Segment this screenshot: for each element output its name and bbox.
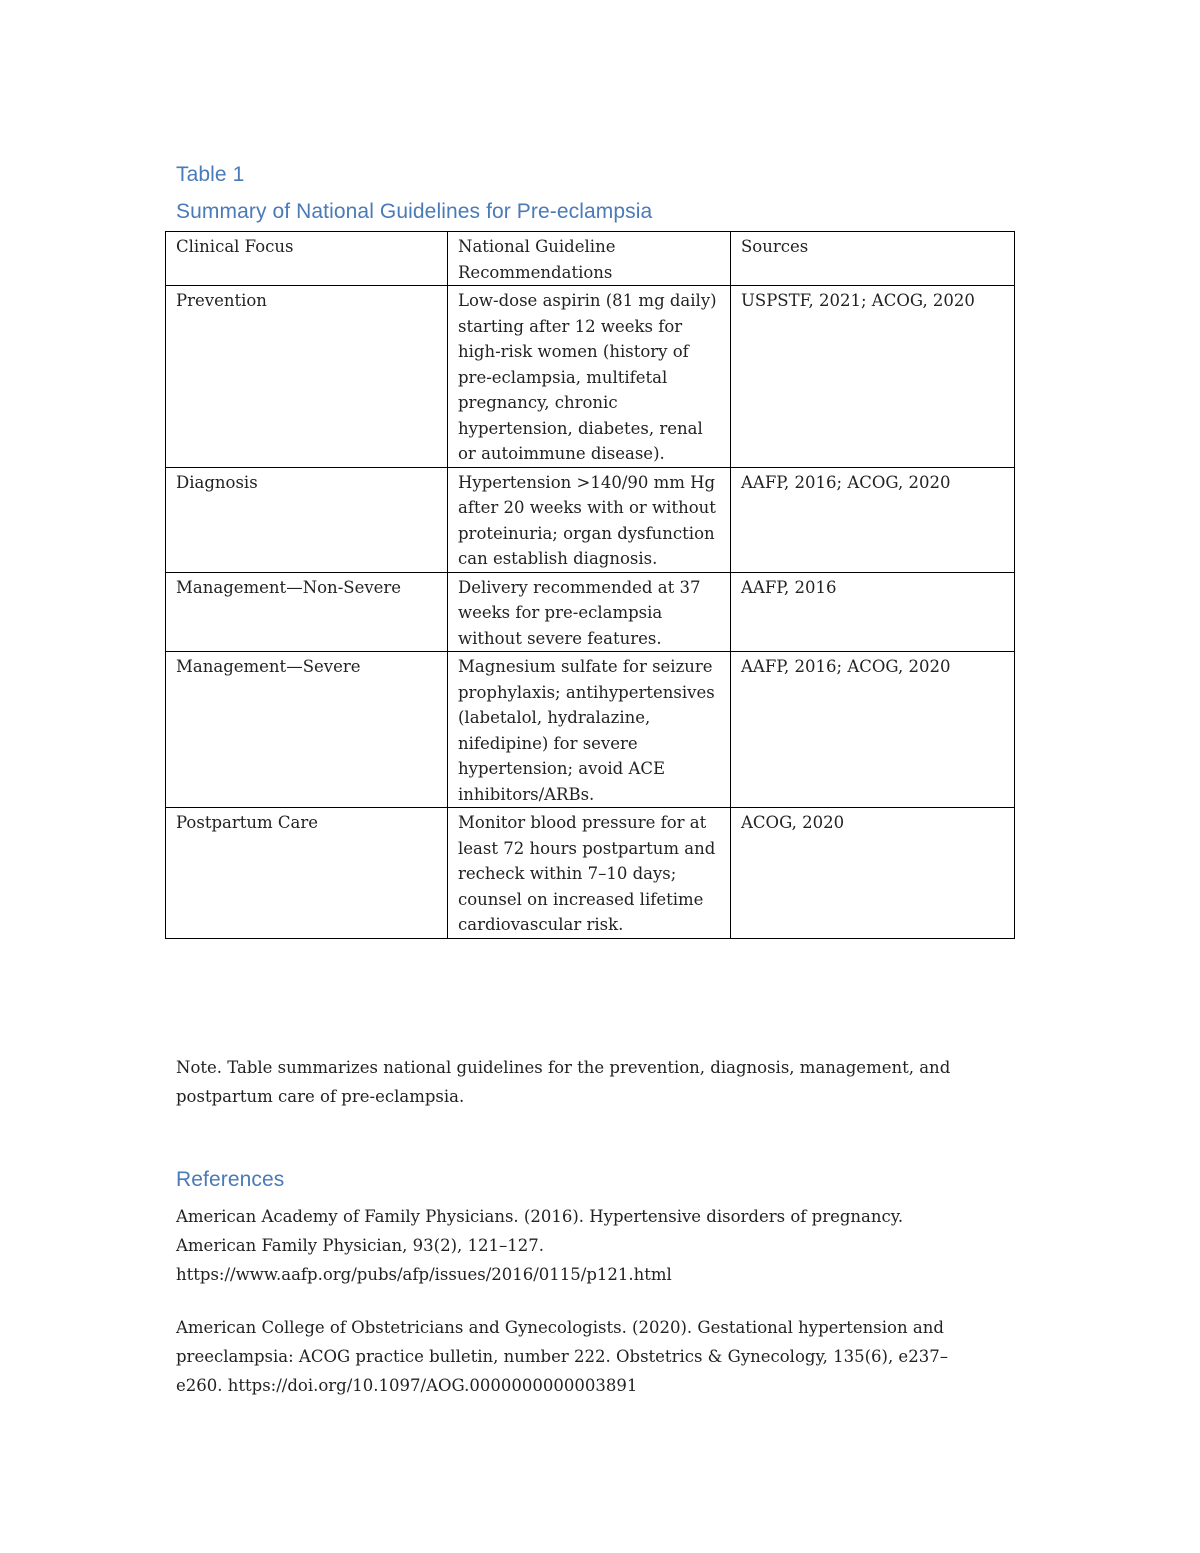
row-focus: Diagnosis [166,467,448,572]
row-sources: USPSTF, 2021; ACOG, 2020 [731,286,1015,468]
row-focus: Prevention [166,286,448,468]
reference-entry [176,1202,1036,1289]
table-header-row [166,232,1015,286]
header-clinical-focus: Clinical Focus [166,232,448,286]
row-focus: Management—Severe [166,652,448,808]
reference-line: American Academy of Family Physicians. (2016). Hypertensive disorders of pregnancy. [176,1207,904,1226]
reference-line: preeclampsia: ACOG practice bulletin, number 222. Obstetrics & Gynecology, 135(6), e237– [176,1347,948,1366]
row-sources: AAFP, 2016; ACOG, 2020 [731,652,1015,808]
row-recommendation: Delivery recommended at 37 weeks for pre-eclampsia without severe features. [448,572,731,652]
guidelines-table [165,231,1015,939]
row-recommendation: Hypertension >140/90 mm Hg after 20 weeks with or without proteinuria; organ dysfunction can establish diagnosis. [448,467,731,572]
row-recommendation: Magnesium sulfate for seizure prophylaxis; antihypertensives (labetalol, hydralazine, nifedipine) for severe hypertension; avoid ACE inhibitors/ARBs. [448,652,731,808]
table-row [166,808,1015,939]
row-recommendation: Monitor blood pressure for at least 72 hours postpartum and recheck within 7–10 days; counsel on increased lifetime cardiovascular risk. [448,808,731,939]
row-recommendation: Low-dose aspirin (81 mg daily) starting after 12 weeks for high-risk women (history of pre-eclampsia, multifetal pregnancy, chronic hypertension, diabetes, renal or autoimmune disease). [448,286,731,468]
row-sources: ACOG, 2020 [731,808,1015,939]
reference-line: American Family Physician, 93(2), 121–127. [176,1236,544,1255]
header-recommendations: National Guideline Recommendations [448,232,731,286]
header-sources: Sources [731,232,1015,286]
reference-link[interactable]: https://www.aafp.org/pubs/afp/issues/2016/0115/p121.html [176,1265,672,1284]
reference-entry [176,1313,1036,1400]
table-label: Table 1 [176,163,245,186]
row-sources: AAFP, 2016; ACOG, 2020 [731,467,1015,572]
table-title: Summary of National Guidelines for Pre-eclampsia [176,200,653,223]
reference-line-with-link[interactable]: e260. https://doi.org/10.1097/AOG.0000000000003891 [176,1376,638,1395]
table-row [166,286,1015,468]
table-row [166,467,1015,572]
row-focus: Postpartum Care [166,808,448,939]
row-sources: AAFP, 2016 [731,572,1015,652]
table-row [166,572,1015,652]
reference-line: American College of Obstetricians and Gynecologists. (2020). Gestational hypertension and [176,1318,944,1337]
table-row [166,652,1015,808]
table-note: Note. Table summarizes national guidelines for the prevention, diagnosis, management, and postpartum care of pre-eclampsia. [176,1058,951,1106]
references-heading: References [176,1168,285,1191]
row-focus: Management—Non-Severe [166,572,448,652]
